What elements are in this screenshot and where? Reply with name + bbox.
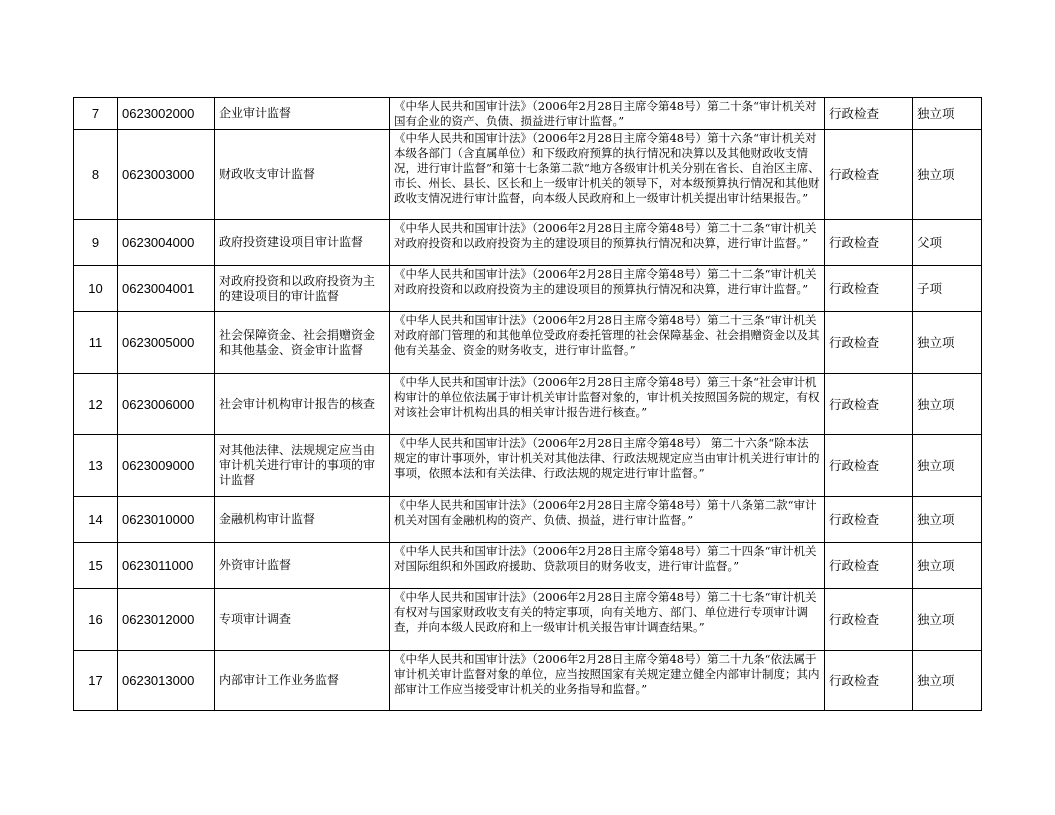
item-name: 财政收支审计监督: [219, 167, 316, 181]
row-number-cell: [74, 543, 118, 589]
item-kind-cell: [913, 497, 982, 543]
legal-basis: 《中华人民共和国审计法》（2006年2月28日主席令第48号）第二十二条“审计机关对政府投资和以政府投资为主的建设项目的预算执行情况和决算，进行审计监督。”: [394, 221, 817, 250]
item-kind: 独立项: [917, 335, 955, 350]
row-number: 15: [88, 558, 103, 573]
row-number: 13: [88, 458, 103, 473]
item-name-cell: [215, 374, 390, 435]
legal-basis-cell: [390, 266, 825, 312]
item-type-cell: [825, 651, 913, 711]
legal-basis: 《中华人民共和国审计法》（2006年2月28日主席令第48号）第二十九条“依法属于审计机关审计监督对象的单位，应当按照国家有关规定建立健全内部审计制度；其内部审计工作应当接受审计机关的业务指导和监督。”: [394, 652, 820, 696]
table-row: [74, 266, 982, 312]
item-kind-cell: [913, 589, 982, 651]
table-row: [74, 651, 982, 711]
legal-basis: 《中华人民共和国审计法》（2006年2月28日主席令第48号）第十八条第二款“审计机关对国有金融机构的资产、负债、损益，进行审计监督。”: [394, 498, 817, 527]
legal-basis-cell: [390, 435, 825, 497]
table-row: [74, 312, 982, 374]
item-code-cell: [118, 312, 215, 374]
item-kind: 独立项: [917, 396, 955, 412]
item-code-cell: [118, 130, 215, 220]
legal-basis: 《中华人民共和国审计法》（2006年2月28日主席令第48号）第二十三条“审计机关对政府部门管理的和其他单位受政府委托管理的社会保障基金、社会捐赠资金以及其他有关基金、资金的财务收支，进行审计监督。”: [394, 313, 820, 357]
item-type: 行政检查: [829, 396, 880, 412]
legal-basis-cell: [390, 589, 825, 651]
item-code-cell: [118, 543, 215, 589]
item-type-cell: [825, 266, 913, 312]
item-code: 0623002000: [122, 106, 195, 121]
item-kind-cell: [913, 543, 982, 589]
item-name-cell: [215, 589, 390, 651]
legal-basis-cell: [390, 497, 825, 543]
row-number-cell: [74, 130, 118, 220]
item-code: 0623004000: [122, 235, 195, 250]
item-code: 0623009000: [122, 458, 195, 473]
legal-basis: 《中华人民共和国审计法》（2006年2月28日主席令第48号）第二十七条“审计机关有权对与国家财政收支有关的特定事项，向有关地方、部门、单位进行专项审计调查，并向本级人民政府和上一级审计机关报告审计调查结果。”: [394, 590, 817, 634]
item-name-cell: [215, 497, 390, 543]
item-type-cell: [825, 374, 913, 435]
legal-basis: 《中华人民共和国审计法》（2006年2月28日主席令第48号）第十六条“审计机关对本级各部门（含直属单位）和下级政府预算的执行情况和决算以及其他财政收支情况，进行审计监督”和第十七条第二款“地方各级审计机关分别在省长、自治区主席、市长、州长、县长、区长和上一级审计机关的领导下，对本级预算执行情况和其他财政收支情况进行审计监督，向本级人民政府和上一级审计机关提出审计结果报告。”: [394, 131, 820, 205]
item-code: 0623010000: [122, 512, 195, 527]
item-kind: 独立项: [917, 673, 955, 688]
row-number-cell: [74, 435, 118, 497]
item-type-cell: [825, 589, 913, 651]
item-kind: 父项: [917, 235, 943, 250]
item-name-cell: [215, 651, 390, 711]
item-name-cell: [215, 266, 390, 312]
item-type: 行政检查: [829, 673, 880, 688]
item-code-cell: [118, 266, 215, 312]
row-number-cell: [74, 98, 118, 130]
row-number: 16: [88, 612, 103, 627]
item-kind-cell: [913, 98, 982, 130]
item-type: 行政检查: [829, 281, 880, 296]
legal-basis: 《中华人民共和国审计法》（2006年2月28日主席令第48号）第二十四条“审计机关对国际组织和外国政府援助、贷款项目的财务收支，进行审计监督。”: [394, 544, 817, 573]
item-code: 0623011000: [122, 558, 194, 573]
item-name: 企业审计监督: [219, 106, 292, 120]
legal-basis: 《中华人民共和国审计法》（2006年2月28日主席令第48号）第三十条“社会审计机构审计的单位依法属于审计机关审计监督对象的，审计机关按照国务院的规定，有权对该社会审计机构出具的相关审计报告进行核查。”: [394, 375, 820, 419]
legal-basis-cell: [390, 312, 825, 374]
table-row: [74, 543, 982, 589]
legal-basis: 《中华人民共和国审计法》（2006年2月28日主席令第48号） 第二十六条“除本法规定的审计事项外，审计机关对其他法律、行政法规规定应当由审计机关进行审计的事项，依照本法和有关法律、行政法规的规定进行审计监督。”: [394, 436, 820, 480]
row-number-cell: [74, 651, 118, 711]
item-kind: 独立项: [917, 167, 955, 182]
item-kind-cell: [913, 651, 982, 711]
item-code-cell: [118, 220, 215, 266]
table-body: [74, 98, 982, 711]
table-row: [74, 497, 982, 543]
item-name: 内部审计工作业务监督: [219, 673, 340, 687]
item-type-cell: [825, 98, 913, 130]
item-name: 金融机构审计监督: [219, 512, 316, 526]
item-code-cell: [118, 435, 215, 497]
row-number: 9: [91, 235, 100, 250]
item-type-cell: [825, 220, 913, 266]
table-row: [74, 374, 982, 435]
item-type-cell: [825, 312, 913, 374]
item-kind-cell: [913, 312, 982, 374]
item-name-cell: [215, 220, 390, 266]
legal-basis: 《中华人民共和国审计法》（2006年2月28日主席令第48号）第二十二条“审计机关对政府投资和以政府投资为主的建设项目的预算执行情况和决算，进行审计监督。”: [394, 267, 817, 296]
row-number-cell: [74, 589, 118, 651]
legal-basis-cell: [390, 98, 825, 130]
item-name: 外资审计监督: [219, 558, 292, 572]
item-kind: 独立项: [917, 612, 955, 627]
item-name-cell: [215, 98, 390, 130]
item-kind-cell: [913, 220, 982, 266]
row-number-cell: [74, 220, 118, 266]
item-name: 专项审计调查: [219, 612, 292, 626]
item-name: 对政府投资和以政府投资为主的建设项目的审计监督: [219, 273, 376, 303]
item-code: 0623004001: [122, 281, 195, 296]
item-type-cell: [825, 543, 913, 589]
row-number-cell: [74, 266, 118, 312]
item-type: 行政检查: [829, 167, 880, 182]
item-type-cell: [825, 130, 913, 220]
table-row: [74, 220, 982, 266]
legal-basis-cell: [390, 220, 825, 266]
item-kind-cell: [913, 266, 982, 312]
item-type: 行政检查: [829, 558, 880, 573]
item-code: 0623003000: [122, 167, 195, 182]
row-number: 8: [91, 167, 100, 182]
item-code-cell: [118, 374, 215, 435]
legal-basis-cell: [390, 543, 825, 589]
item-code-cell: [118, 497, 215, 543]
item-code: 0623005000: [122, 335, 195, 350]
item-name: 对其他法律、法规规定应当由审计机关进行审计的事项的审计监督: [219, 443, 376, 487]
item-code: 0623013000: [122, 673, 195, 688]
legal-basis-cell: [390, 130, 825, 220]
item-code: 0623006000: [122, 396, 195, 412]
item-code-cell: [118, 98, 215, 130]
legal-basis-cell: [390, 374, 825, 435]
row-number: 12: [88, 396, 103, 412]
row-number-cell: [74, 374, 118, 435]
item-type-cell: [825, 435, 913, 497]
row-number: 7: [91, 106, 100, 121]
table-row: [74, 435, 982, 497]
item-type: 行政检查: [829, 106, 880, 121]
row-number: 14: [88, 512, 103, 527]
item-name-cell: [215, 435, 390, 497]
table-row: [74, 130, 982, 220]
row-number-cell: [74, 497, 118, 543]
item-name-cell: [215, 130, 390, 220]
item-name: 社会保障资金、社会捐赠资金和其他基金、资金审计监督: [219, 327, 376, 357]
item-kind-cell: [913, 374, 982, 435]
item-kind: 独立项: [917, 512, 955, 527]
row-number: 11: [88, 335, 103, 350]
item-code: 0623012000: [122, 612, 195, 627]
item-kind-cell: [913, 435, 982, 497]
item-kind: 独立项: [917, 558, 955, 573]
table-row: [74, 589, 982, 651]
item-name-cell: [215, 312, 390, 374]
item-type: 行政检查: [829, 458, 880, 473]
item-type: 行政检查: [829, 612, 880, 627]
item-name: 社会审计机构审计报告的核查: [219, 396, 376, 411]
item-name: 政府投资建设项目审计监督: [219, 235, 364, 249]
item-code-cell: [118, 589, 215, 651]
item-kind: 独立项: [917, 106, 955, 121]
item-kind: 独立项: [917, 458, 955, 473]
audit-items-table: [73, 97, 982, 711]
legal-basis: 《中华人民共和国审计法》（2006年2月28日主席令第48号）第二十条“审计机关对国有企业的资产、负债、损益进行审计监督。”: [394, 99, 817, 128]
item-type-cell: [825, 497, 913, 543]
item-type: 行政检查: [829, 512, 880, 527]
item-type: 行政检查: [829, 335, 880, 350]
item-kind-cell: [913, 130, 982, 220]
row-number-cell: [74, 312, 118, 374]
item-code-cell: [118, 651, 215, 711]
row-number: 17: [88, 673, 103, 688]
item-type: 行政检查: [829, 235, 880, 250]
table-row: [74, 98, 982, 130]
row-number: 10: [88, 281, 103, 296]
legal-basis-cell: [390, 651, 825, 711]
item-name-cell: [215, 543, 390, 589]
item-kind: 子项: [917, 281, 943, 296]
